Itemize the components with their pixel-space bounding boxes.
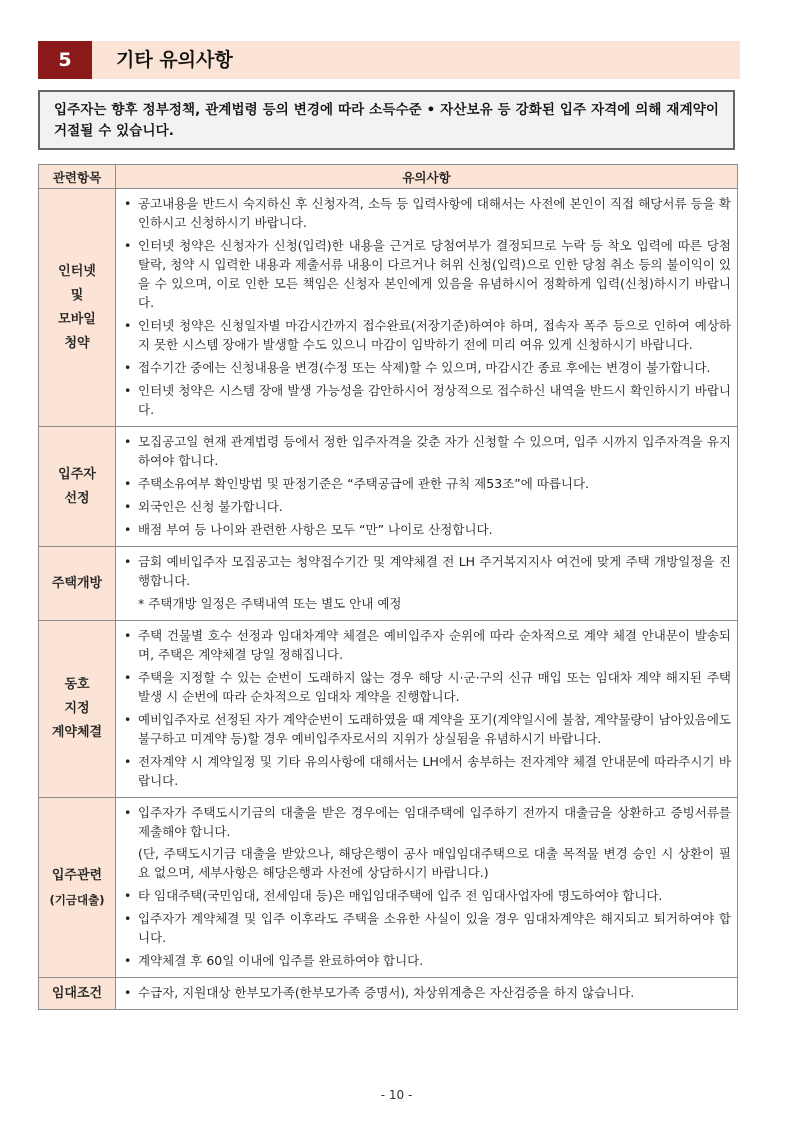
table-row <box>39 978 738 1010</box>
category-cell <box>39 798 116 978</box>
list-item: • 배점 부여 등 나이와 관련한 사항은 모두 “만” 나이로 산정합니다. <box>122 520 731 539</box>
table-row <box>39 798 738 978</box>
list-item: • 주택 건물별 호수 선정과 임대차계약 체결은 예비입주자 순위에 따라 순차적으로 계약 체결 안내문이 발송되며, 주택은 계약체결 당일 정해집니다. <box>122 626 731 664</box>
list-subnote: (단, 주택도시기금 대출을 받았으나, 해당은행이 공사 매입임대주택으로 대출 목적물 변경 승인 시 상환이 필요 없으며, 세부사항은 해당은행과 사전에 상담하시기 바랍니다.) <box>138 846 731 880</box>
notice-box: 입주자는 향후 정부정책, 관계법령 등의 변경에 따라 소득수준 • 자산보유 등 강화된 입주 자격에 의해 재계약이 거절될 수 있습니다. <box>38 90 735 150</box>
list-item: • 타 임대주택(국민임대, 전세임대 등)은 매입임대주택에 입주 전 임대사업자에 명도하여야 합니다. <box>122 886 731 905</box>
list-item: • 주택소유여부 확인방법 및 판정기준은 “주택공급에 관한 규칙 제53조”에 따릅니다. <box>122 474 731 493</box>
list-item: • 접수기간 중에는 신청내용을 변경(수정 또는 삭제)할 수 있으며, 마감시간 종료 후에는 변경이 불가합니다. <box>122 358 731 377</box>
category-cell <box>39 547 116 621</box>
list-item: • 주택을 지정할 수 있는 순번이 도래하지 않는 경우 해당 시·군·구의 신규 매입 또는 임대차 계약 해지된 주택 발생 시 순번에 따라 순차적으로 임대차 계약을 진행합니다. <box>122 668 731 706</box>
category-line: 선정 <box>64 490 90 506</box>
list-item: • 전자계약 시 계약일정 및 기타 유의사항에 대해서는 LH에서 송부하는 전자계약 체결 안내문에 따라주시기 바랍니다. <box>122 752 731 790</box>
category-line: 입주자 <box>58 466 96 482</box>
category-cell <box>39 621 116 798</box>
category-cell <box>39 189 116 427</box>
list-note: * 주택개방 일정은 주택내역 또는 별도 안내 예정 <box>138 596 402 611</box>
category-line: 및 <box>70 287 84 303</box>
section-title: 기타 유의사항 <box>116 49 233 71</box>
category-line: 주택개방 <box>51 575 103 591</box>
category-cell <box>39 427 116 547</box>
list-item: • 예비입주자로 선정된 자가 계약순번이 도래하였을 때 계약을 포기(계약일시에 불참, 계약물량이 남아있음에도 불구하고 미계약 등)할 경우 예비입주자로서의 지위가 상실됨을 유념하시기 바랍니다. <box>122 710 731 748</box>
category-line: 임대조건 <box>51 985 103 1001</box>
header-notes: 유의사항 <box>116 165 738 189</box>
section-number: 5 <box>38 41 92 79</box>
table-header-row <box>39 165 738 189</box>
notes-cell <box>116 798 738 978</box>
table-row <box>39 621 738 798</box>
notes-cell <box>116 547 738 621</box>
list-item: • 계약체결 후 60일 이내에 입주를 완료하여야 합니다. <box>122 951 731 970</box>
list-item-text: 입주자가 주택도시기금의 대출을 받은 경우에는 임대주택에 입주하기 전까지 대출금을 상환하고 증빙서류를 제출해야 합니다. <box>138 805 731 839</box>
category-line: 입주관련 <box>51 867 103 883</box>
category-cell <box>39 978 116 1010</box>
notes-cell <box>116 189 738 427</box>
header-category: 관련항목 <box>39 165 116 189</box>
list-item: • 입주자가 계약체결 및 입주 이후라도 주택을 소유한 사실이 있을 경우 임대차계약은 해지되고 퇴거하여야 합니다. <box>122 909 731 947</box>
list-item <box>122 803 731 882</box>
category-line: 인터넷 <box>58 263 96 279</box>
list-item: • 인터넷 청약은 신청일자별 마감시간까지 접수완료(저장기준)하여야 하며, 접속자 폭주 등으로 인하여 예상하지 못한 시스템 장애가 발생할 수도 있으니 마감이 임박하기 전에 미리 여유 있게 신청하시기 바랍니다. <box>122 316 731 354</box>
section-header <box>38 41 740 79</box>
table-row <box>39 427 738 547</box>
notes-cell <box>116 978 738 1010</box>
list-item: • 수급자, 지원대상 한부모가족(한부모가족 증명서), 차상위계층은 자산검증을 하지 않습니다. <box>122 983 731 1002</box>
page-number: - 10 - <box>380 1088 413 1102</box>
category-line: (기금대출) <box>49 892 105 907</box>
list-item: • 인터넷 청약은 신청자가 신청(입력)한 내용을 근거로 당첨여부가 결정되므로 누락 등 착오 입력에 따른 당첨 탈락, 청약 시 입력한 내용과 제출서류 내용이 다르거나 허위 신청(입력)으로 인한 당첨 취소 등의 불이익이 있을 수 있으며, 이로 인한 모든 책임은 신청자 본인에게 있음을 유념하시어 정확하게 입력(신청)하시기 바랍니다. <box>122 236 731 312</box>
category-line: 청약 <box>64 335 90 351</box>
category-line: 지정 <box>64 701 90 716</box>
category-line: 동호 <box>64 677 90 692</box>
category-line: 모바일 <box>58 311 96 327</box>
list-item: • 인터넷 청약은 시스템 장애 발생 가능성을 감안하시어 정상적으로 접수하신 내역을 반드시 확인하시기 바랍니다. <box>122 381 731 419</box>
notes-cell <box>116 621 738 798</box>
table-row <box>39 547 738 621</box>
list-item: • 외국인은 신청 불가합니다. <box>122 497 731 516</box>
list-item: • 모집공고일 현재 관계법령 등에서 정한 입주자격을 갖춘 자가 신청할 수 있으며, 입주 시까지 입주자격을 유지하여야 합니다. <box>122 432 731 470</box>
notes-cell <box>116 427 738 547</box>
list-item: • 금회 예비입주자 모집공고는 청약접수기간 및 계약체결 전 LH 주거복지지사 여건에 맞게 주택 개방일정을 진행합니다. <box>122 552 731 590</box>
list-item: • 공고내용을 반드시 숙지하신 후 신청자격, 소득 등 입력사항에 대해서는 사전에 본인이 직접 해당서류 등을 확인하시고 신청하시기 바랍니다. <box>122 194 731 232</box>
category-line: 계약체결 <box>51 725 103 740</box>
notes-table <box>38 164 738 1010</box>
table-row <box>39 189 738 427</box>
